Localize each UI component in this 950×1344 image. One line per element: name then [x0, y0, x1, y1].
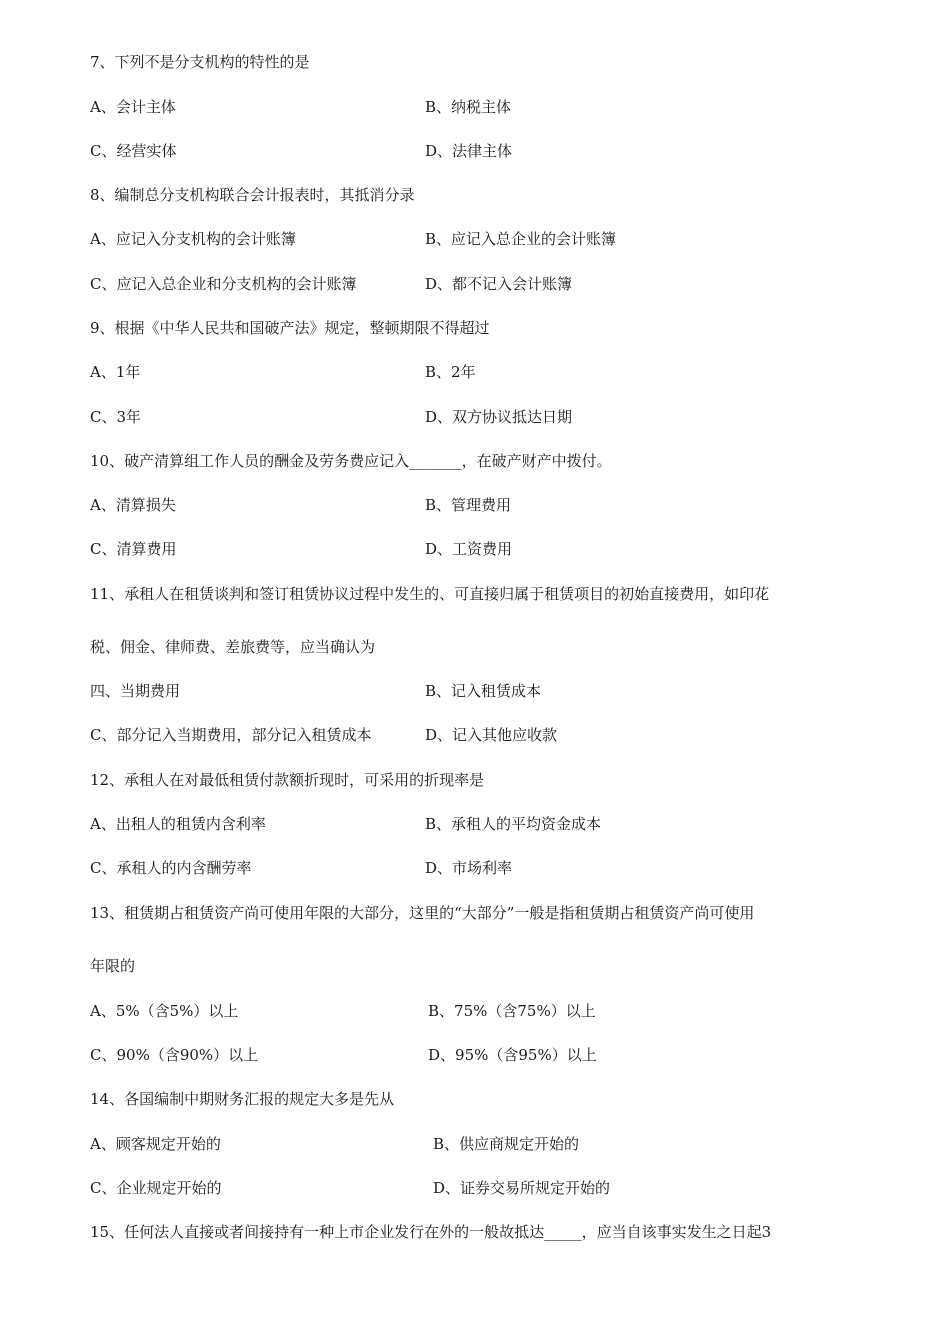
question-14-option-c: C、企业规定开始的	[90, 1179, 222, 1197]
question-8-stem: 8、编制总分支机构联合会计报表时，其抵消分录	[90, 186, 415, 204]
question-14-option-b: B、供应商规定开始的	[433, 1135, 580, 1153]
question-7-option-a: A、会计主体	[90, 98, 176, 116]
question-12-stem: 12、承租人在对最低租赁付款额折现时，可采用的折现率是	[90, 771, 485, 789]
question-7-option-b: B、纳税主体	[425, 98, 512, 116]
question-10-option-a: A、清算损失	[90, 496, 176, 514]
question-7-option-c: C、经营实体	[90, 142, 177, 160]
question-13-option-b: B、75%（含75%）以上	[428, 1002, 596, 1020]
question-9-option-b: B、2年	[425, 363, 476, 381]
question-7-stem: 7、下列不是分支机构的特性的是	[90, 53, 310, 71]
question-13-stem: 13、租赁期占租赁资产尚可使用年限的大部分，这里的“大部分”一般是指租赁期占租赁资产尚可使用	[90, 904, 755, 922]
question-13-option-a: A、5%（含5%）以上	[90, 1002, 239, 1020]
question-7-option-d: D、法律主体	[425, 142, 513, 160]
question-12-option-c: C、承租人的内含酬劳率	[90, 859, 252, 877]
question-11-option-a: 四、当期费用	[90, 682, 181, 700]
question-11-option-c: C、部分记入当期费用，部分记入租赁成本	[90, 726, 372, 744]
question-13-option-c: C、90%（含90%）以上	[90, 1046, 259, 1064]
question-12-option-b: B、承租人的平均资金成本	[425, 815, 602, 833]
question-8-option-c: C、应记入总企业和分支机构的会计账簿	[90, 275, 357, 293]
question-11-stem: 11、承租人在租赁谈判和签订租赁协议过程中发生的、可直接归属于租赁项目的初始直接费用，如印花	[90, 585, 770, 603]
question-8-option-a: A、应记入分支机构的会计账簿	[90, 230, 296, 248]
question-14-option-d: D、证券交易所规定开始的	[433, 1179, 611, 1197]
question-8-option-b: B、应记入总企业的会计账簿	[425, 230, 617, 248]
question-9-stem: 9、根据《中华人民共和国破产法》规定，整顿期限不得超过	[90, 319, 490, 337]
question-13-option-d: D、95%（含95%）以上	[428, 1046, 597, 1064]
question-13-stem-continued: 年限的	[90, 957, 136, 975]
question-14-option-a: A、顾客规定开始的	[90, 1135, 221, 1153]
question-11-option-b: B、记入租赁成本	[425, 682, 542, 700]
question-10-option-c: C、清算费用	[90, 540, 177, 558]
question-10-stem: 10、破产清算组工作人员的酬金及劳务费应记入_______，在破产财产中拨付。	[90, 452, 612, 470]
question-10-option-b: B、管理费用	[425, 496, 512, 514]
question-10-option-d: D、工资费用	[425, 540, 513, 558]
question-11-option-d: D、记入其他应收款	[425, 726, 558, 744]
question-9-option-d: D、双方协议抵达日期	[425, 408, 573, 426]
question-15-stem: 15、任何法人直接或者间接持有一种上市企业发行在外的一般故抵达_____，应当自该事实发生之日起3	[90, 1223, 772, 1241]
question-8-option-d: D、都不记入会计账簿	[425, 275, 573, 293]
question-11-stem-continued: 税、佣金、律师费、差旅费等，应当确认为	[90, 638, 376, 656]
question-12-option-d: D、市场利率	[425, 859, 513, 877]
question-12-option-a: A、出租人的租赁内含利率	[90, 815, 266, 833]
question-9-option-a: A、1年	[90, 363, 141, 381]
question-9-option-c: C、3年	[90, 408, 142, 426]
question-14-stem: 14、各国编制中期财务汇报的规定大多是先从	[90, 1090, 395, 1108]
